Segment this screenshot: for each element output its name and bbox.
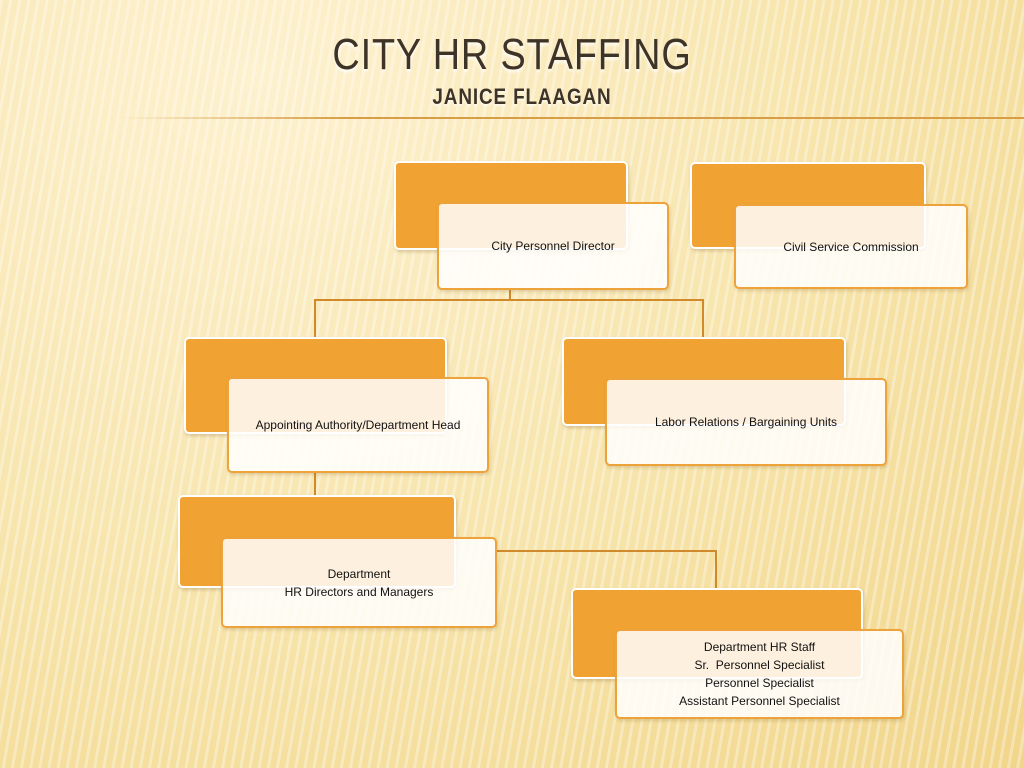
- connector-director-to-labor: [510, 300, 703, 340]
- connector-director-to-appointing: [315, 289, 510, 340]
- node-line: Sr. Personnel Specialist: [694, 658, 825, 672]
- node-line: Department: [327, 566, 391, 581]
- node-dept-hr-staff[interactable]: [615, 629, 904, 719]
- node-labor-relations[interactable]: [605, 378, 887, 466]
- node-appointing-authority[interactable]: [227, 377, 489, 473]
- node-line: Personnel Specialist: [705, 676, 814, 690]
- slide-subtitle: JANICE FLAAGAN: [432, 84, 612, 109]
- node-line: Labor Relations / Bargaining Units: [654, 415, 838, 429]
- node-civil-service[interactable]: [734, 204, 968, 289]
- node-line: Appointing Authority/Department Head: [255, 418, 461, 432]
- connector-dept-to-staff: [496, 551, 716, 590]
- node-personnel-director[interactable]: [437, 202, 669, 290]
- slide-title: CITY HR STAFFING: [332, 30, 692, 79]
- node-line: HR Directors and Managers: [284, 584, 434, 599]
- node-line: Assistant Personnel Specialist: [679, 694, 840, 708]
- node-line: Department HR Staff: [703, 640, 816, 654]
- node-line: Civil Service Commission: [783, 239, 919, 254]
- node-dept-hr-directors[interactable]: [221, 537, 497, 628]
- node-line: City Personnel Director: [491, 239, 615, 253]
